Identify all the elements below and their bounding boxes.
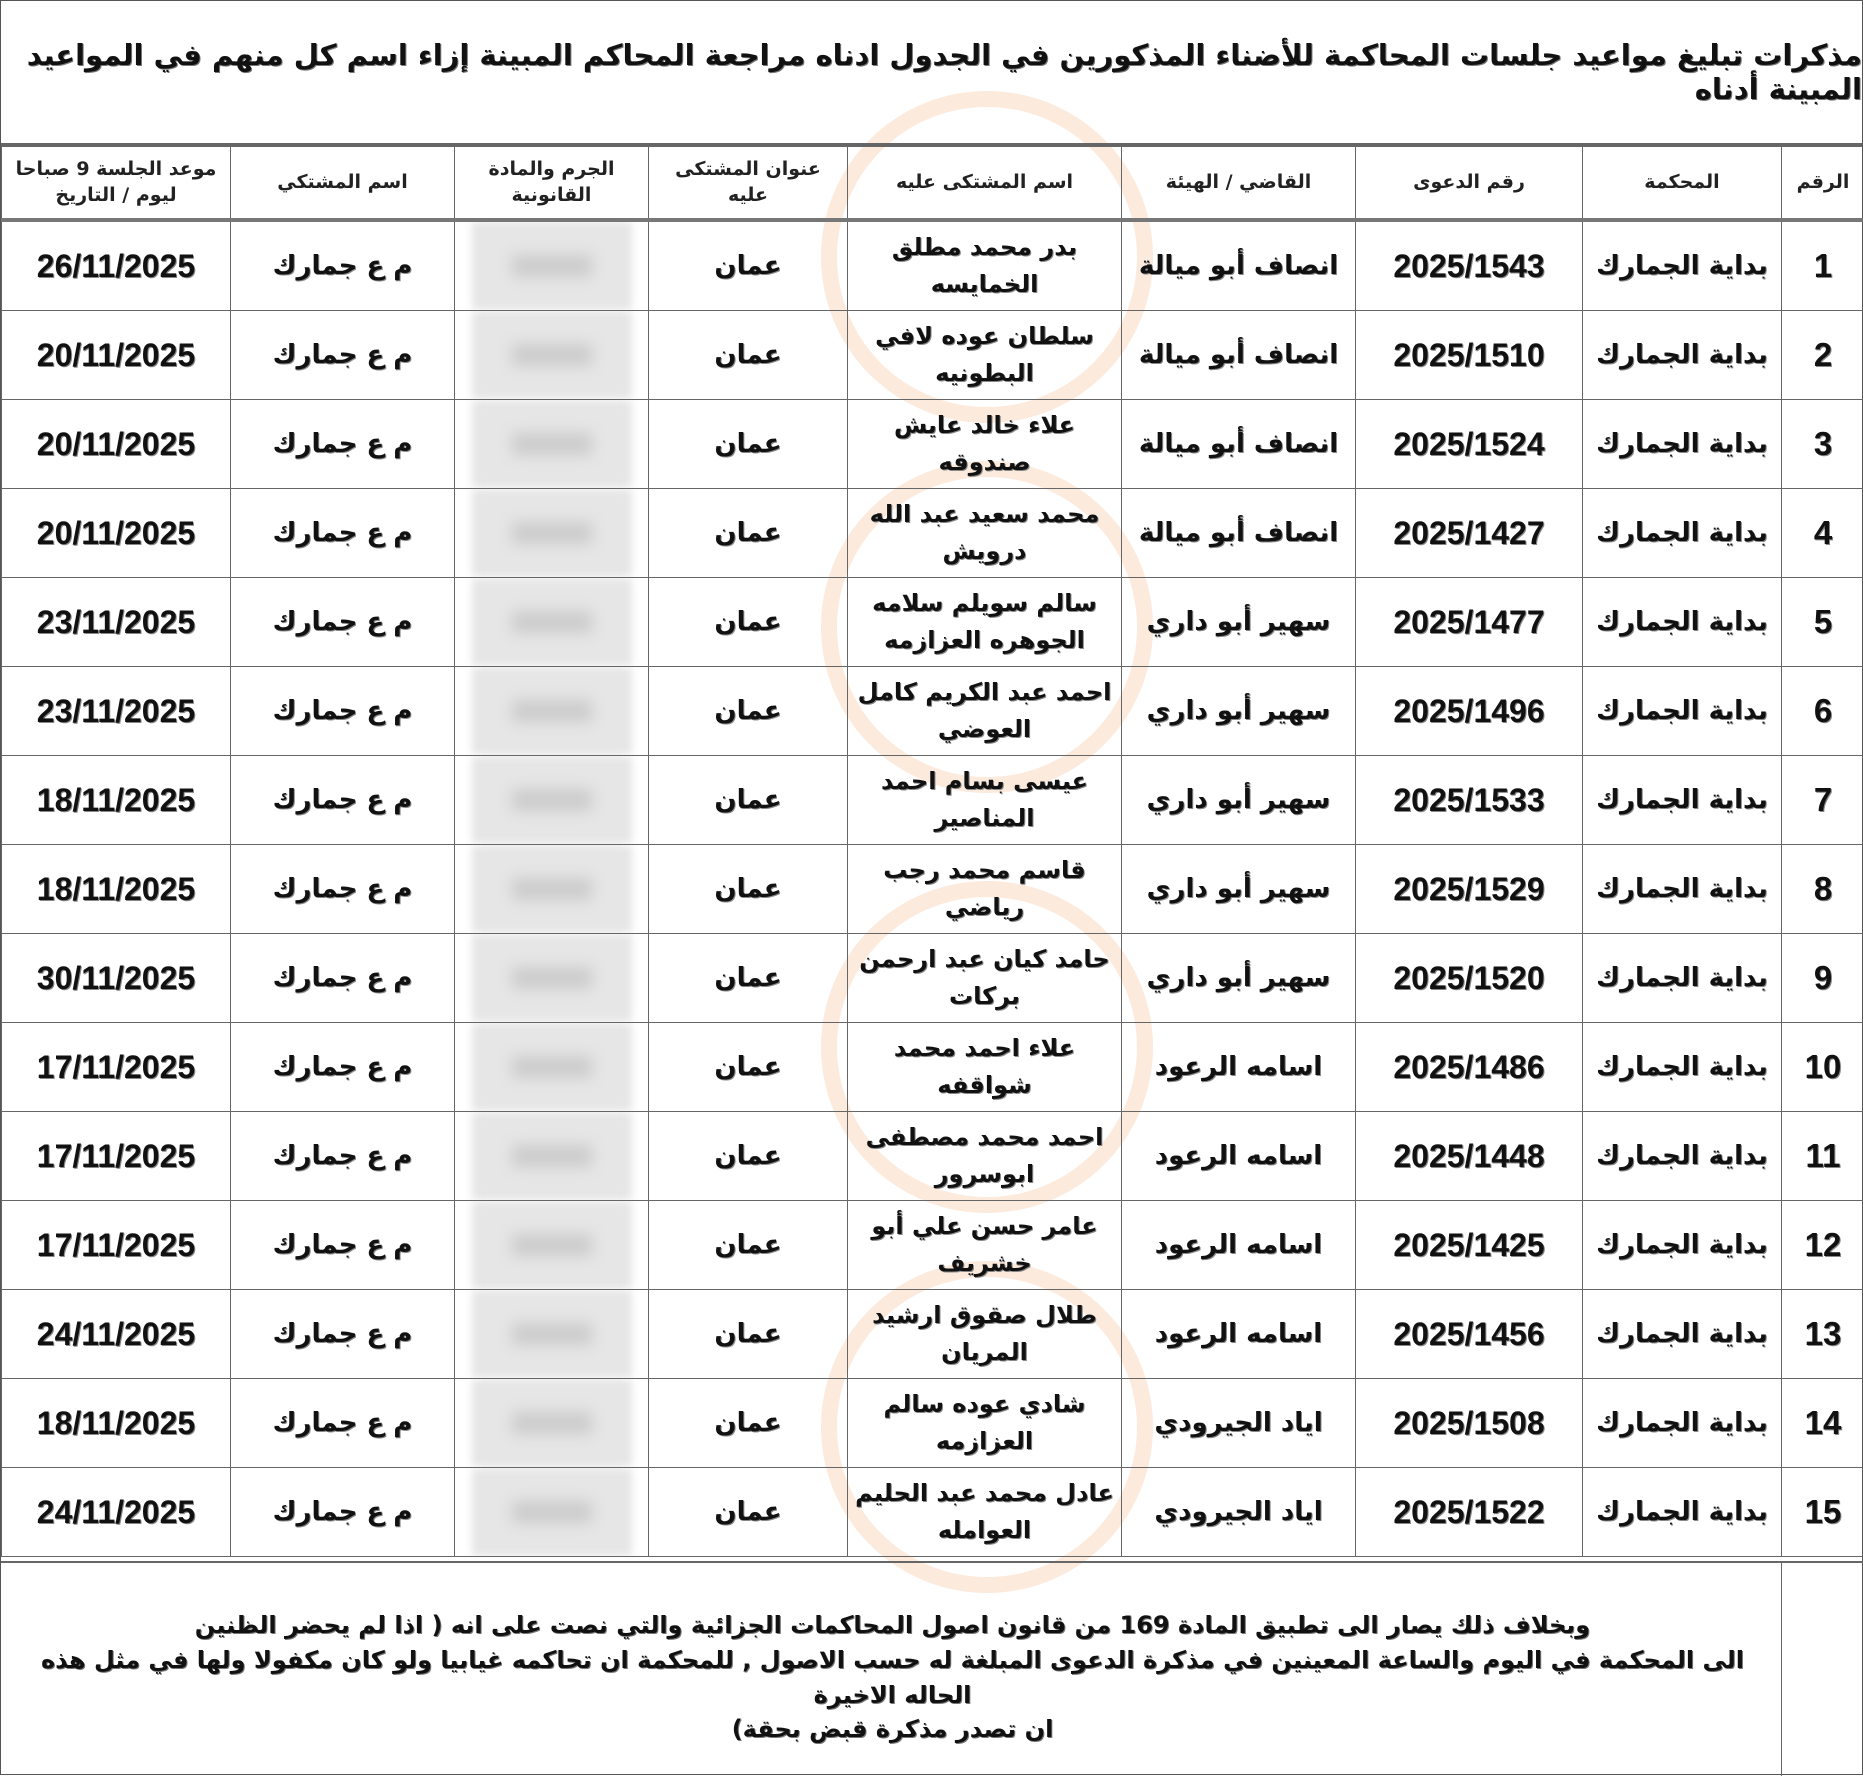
charge-redacted bbox=[455, 1112, 649, 1201]
judge: سهير أبو داري bbox=[1122, 667, 1356, 756]
redacted-blur bbox=[472, 1112, 632, 1200]
defendant-name: سالم سويلم سلامه الجوهره العزازمه bbox=[848, 578, 1122, 667]
table-row bbox=[2, 667, 1863, 756]
defendant-address: عمان bbox=[649, 756, 848, 845]
hearing-date: 17/11/2025 bbox=[2, 1201, 231, 1290]
header-judge: القاضي / الهيئة bbox=[1122, 147, 1356, 221]
case-number: 2025/1477 bbox=[1356, 578, 1583, 667]
complainant: م ع جمارك bbox=[231, 1201, 455, 1290]
redacted-blur bbox=[472, 1468, 632, 1556]
notice-line-3: ان تصدر مذكرة قبض بحقة) bbox=[11, 1712, 1774, 1747]
redacted-blur bbox=[472, 578, 632, 666]
court: بداية الجمارك bbox=[1583, 845, 1782, 934]
case-number: 2025/1496 bbox=[1356, 667, 1583, 756]
judge: انصاف أبو ميالة bbox=[1122, 220, 1356, 311]
hearing-date: 17/11/2025 bbox=[2, 1112, 231, 1201]
table-row bbox=[2, 1112, 1863, 1201]
row-number: 2 bbox=[1782, 311, 1863, 400]
notice-line-1: وبخلاف ذلك يصار الى تطبيق المادة 169 من قانون اصول المحاكمات الجزائية والتي نصت على انه ( اذا لم يحضر الظنين bbox=[11, 1608, 1774, 1643]
defendant-name: عيسى بسام احمد المناصير bbox=[848, 756, 1122, 845]
case-number: 2025/1510 bbox=[1356, 311, 1583, 400]
defendant-name: احمد عبد الكريم كامل العوضي bbox=[848, 667, 1122, 756]
defendant-address: عمان bbox=[649, 1379, 848, 1468]
judge: انصاف أبو ميالة bbox=[1122, 489, 1356, 578]
hearings-table bbox=[1, 146, 1863, 1557]
table-row bbox=[2, 220, 1863, 311]
court: بداية الجمارك bbox=[1583, 1290, 1782, 1379]
complainant: م ع جمارك bbox=[231, 934, 455, 1023]
charge-redacted bbox=[455, 934, 649, 1023]
table-row bbox=[2, 845, 1863, 934]
court: بداية الجمارك bbox=[1583, 1379, 1782, 1468]
document-title: مذكرات تبليغ مواعيد جلسات المحاكمة للأضناء المذكورين في الجدول ادناه مراجعة المحاكم المبينة إزاء اسم كل منهم في المواعيد المبينة أدناه bbox=[1, 1, 1862, 146]
hearing-date: 26/11/2025 bbox=[2, 220, 231, 311]
charge-redacted bbox=[455, 1290, 649, 1379]
row-number: 9 bbox=[1782, 934, 1863, 1023]
defendant-name: علاء خالد عايش صندوقه bbox=[848, 400, 1122, 489]
table-row bbox=[2, 1290, 1863, 1379]
table-row bbox=[2, 1023, 1863, 1112]
judge: اسامه الرعود bbox=[1122, 1112, 1356, 1201]
complainant: م ع جمارك bbox=[231, 1023, 455, 1112]
hearing-date: 23/11/2025 bbox=[2, 578, 231, 667]
hearing-date: 20/11/2025 bbox=[2, 489, 231, 578]
complainant: م ع جمارك bbox=[231, 1468, 455, 1557]
header-court: المحكمة bbox=[1583, 147, 1782, 221]
row-number: 4 bbox=[1782, 489, 1863, 578]
charge-redacted bbox=[455, 311, 649, 400]
judge: اياد الجيرودي bbox=[1122, 1379, 1356, 1468]
defendant-address: عمان bbox=[649, 489, 848, 578]
hearing-date: 24/11/2025 bbox=[2, 1290, 231, 1379]
redacted-blur bbox=[472, 1379, 632, 1467]
charge-redacted bbox=[455, 756, 649, 845]
complainant: م ع جمارك bbox=[231, 756, 455, 845]
redacted-blur bbox=[472, 1023, 632, 1111]
defendant-address: عمان bbox=[649, 667, 848, 756]
defendant-address: عمان bbox=[649, 1468, 848, 1557]
charge-redacted bbox=[455, 489, 649, 578]
redacted-blur bbox=[472, 1290, 632, 1378]
redacted-blur bbox=[472, 934, 632, 1022]
defendant-name: سلطان عوده لافي البطونيه bbox=[848, 311, 1122, 400]
judge: اياد الجيرودي bbox=[1122, 1468, 1356, 1557]
redacted-blur bbox=[472, 222, 632, 310]
complainant: م ع جمارك bbox=[231, 1290, 455, 1379]
footer-side-cell bbox=[1781, 1563, 1863, 1776]
case-number: 2025/1456 bbox=[1356, 1290, 1583, 1379]
redacted-blur bbox=[472, 845, 632, 933]
defendant-address: عمان bbox=[649, 1112, 848, 1201]
court: بداية الجمارك bbox=[1583, 1201, 1782, 1290]
row-number: 11 bbox=[1782, 1112, 1863, 1201]
defendant-address: عمان bbox=[649, 845, 848, 934]
judge: انصاف أبو ميالة bbox=[1122, 311, 1356, 400]
judge: اسامه الرعود bbox=[1122, 1290, 1356, 1379]
defendant-name: علاء احمد محمد شواقفه bbox=[848, 1023, 1122, 1112]
charge-redacted bbox=[455, 1023, 649, 1112]
redacted-blur bbox=[472, 1201, 632, 1289]
table-row bbox=[2, 1201, 1863, 1290]
row-number: 5 bbox=[1782, 578, 1863, 667]
hearing-date: 18/11/2025 bbox=[2, 756, 231, 845]
header-charge: الجرم والمادة القانونية bbox=[455, 147, 649, 221]
case-number: 2025/1529 bbox=[1356, 845, 1583, 934]
court: بداية الجمارك bbox=[1583, 220, 1782, 311]
case-number: 2025/1448 bbox=[1356, 1112, 1583, 1201]
case-number: 2025/1543 bbox=[1356, 220, 1583, 311]
legal-notice bbox=[1, 1561, 1863, 1776]
row-number: 6 bbox=[1782, 667, 1863, 756]
defendant-address: عمان bbox=[649, 934, 848, 1023]
defendant-address: عمان bbox=[649, 1290, 848, 1379]
redacted-blur bbox=[472, 311, 632, 399]
header-number: الرقم bbox=[1782, 147, 1863, 221]
court: بداية الجمارك bbox=[1583, 667, 1782, 756]
table-row bbox=[2, 1468, 1863, 1557]
defendant-name: محمد سعيد عبد الله درويش bbox=[848, 489, 1122, 578]
charge-redacted bbox=[455, 1379, 649, 1468]
hearing-date: 20/11/2025 bbox=[2, 311, 231, 400]
case-number: 2025/1522 bbox=[1356, 1468, 1583, 1557]
defendant-name: قاسم محمد رجب رياضي bbox=[848, 845, 1122, 934]
judge: انصاف أبو ميالة bbox=[1122, 400, 1356, 489]
header-date: موعد الجلسة 9 صباحا ليوم / التاريخ bbox=[2, 147, 231, 221]
notice-line-2: الى المحكمة في اليوم والساعة المعينين في مذكرة الدعوى المبلغة له حسب الاصول , للمحكمة ان تحاكمه غيابيا ولو كان مكفولا ولها في مثل هذه الحاله الاخيرة bbox=[11, 1643, 1774, 1713]
case-number: 2025/1520 bbox=[1356, 934, 1583, 1023]
table-header-row bbox=[2, 147, 1863, 221]
redacted-blur bbox=[472, 667, 632, 755]
complainant: م ع جمارك bbox=[231, 400, 455, 489]
header-defendant: اسم المشتكى عليه bbox=[848, 147, 1122, 221]
court: بداية الجمارك bbox=[1583, 1468, 1782, 1557]
redacted-blur bbox=[472, 756, 632, 844]
charge-redacted bbox=[455, 578, 649, 667]
hearing-date: 30/11/2025 bbox=[2, 934, 231, 1023]
table-row bbox=[2, 400, 1863, 489]
complainant: م ع جمارك bbox=[231, 489, 455, 578]
row-number: 13 bbox=[1782, 1290, 1863, 1379]
judge: سهير أبو داري bbox=[1122, 578, 1356, 667]
complainant: م ع جمارك bbox=[231, 578, 455, 667]
judge: سهير أبو داري bbox=[1122, 756, 1356, 845]
defendant-name: عادل محمد عبد الحليم العوامله bbox=[848, 1468, 1122, 1557]
case-number: 2025/1533 bbox=[1356, 756, 1583, 845]
case-number: 2025/1486 bbox=[1356, 1023, 1583, 1112]
court: بداية الجمارك bbox=[1583, 934, 1782, 1023]
redacted-blur bbox=[472, 400, 632, 488]
row-number: 14 bbox=[1782, 1379, 1863, 1468]
court: بداية الجمارك bbox=[1583, 1023, 1782, 1112]
table-row bbox=[2, 311, 1863, 400]
complainant: م ع جمارك bbox=[231, 845, 455, 934]
complainant: م ع جمارك bbox=[231, 667, 455, 756]
judge: سهير أبو داري bbox=[1122, 845, 1356, 934]
defendant-name: عامر حسن علي أبو خشريف bbox=[848, 1201, 1122, 1290]
row-number: 3 bbox=[1782, 400, 1863, 489]
hearing-date: 18/11/2025 bbox=[2, 845, 231, 934]
defendant-name: طلال صقوق ارشيد المريان bbox=[848, 1290, 1122, 1379]
judge: سهير أبو داري bbox=[1122, 934, 1356, 1023]
defendant-address: عمان bbox=[649, 578, 848, 667]
defendant-address: عمان bbox=[649, 1201, 848, 1290]
defendant-name: بدر محمد مطلق الخمايسه bbox=[848, 220, 1122, 311]
charge-redacted bbox=[455, 1468, 649, 1557]
defendant-address: عمان bbox=[649, 220, 848, 311]
table-row bbox=[2, 578, 1863, 667]
hearing-date: 17/11/2025 bbox=[2, 1023, 231, 1112]
complainant: م ع جمارك bbox=[231, 311, 455, 400]
charge-redacted bbox=[455, 1201, 649, 1290]
charge-redacted bbox=[455, 220, 649, 311]
defendant-name: شادي عوده سالم العزازمه bbox=[848, 1379, 1122, 1468]
hearing-date: 24/11/2025 bbox=[2, 1468, 231, 1557]
charge-redacted bbox=[455, 400, 649, 489]
case-number: 2025/1524 bbox=[1356, 400, 1583, 489]
court: بداية الجمارك bbox=[1583, 311, 1782, 400]
defendant-address: عمان bbox=[649, 311, 848, 400]
court: بداية الجمارك bbox=[1583, 578, 1782, 667]
judge: اسامه الرعود bbox=[1122, 1201, 1356, 1290]
row-number: 8 bbox=[1782, 845, 1863, 934]
complainant: م ع جمارك bbox=[231, 1112, 455, 1201]
case-number: 2025/1425 bbox=[1356, 1201, 1583, 1290]
complainant: م ع جمارك bbox=[231, 1379, 455, 1468]
charge-redacted bbox=[455, 845, 649, 934]
charge-redacted bbox=[455, 667, 649, 756]
redacted-blur bbox=[472, 489, 632, 577]
defendant-name: حامد كيان عبد ارحمن بركات bbox=[848, 934, 1122, 1023]
court: بداية الجمارك bbox=[1583, 489, 1782, 578]
table-row bbox=[2, 489, 1863, 578]
header-complainant: اسم المشتكي bbox=[231, 147, 455, 221]
case-number: 2025/1427 bbox=[1356, 489, 1583, 578]
defendant-address: عمان bbox=[649, 1023, 848, 1112]
defendant-name: احمد محمد مصطفى ابوسرور bbox=[848, 1112, 1122, 1201]
row-number: 10 bbox=[1782, 1023, 1863, 1112]
table-row bbox=[2, 1379, 1863, 1468]
row-number: 7 bbox=[1782, 756, 1863, 845]
table-row bbox=[2, 934, 1863, 1023]
header-case-number: رقم الدعوى bbox=[1356, 147, 1583, 221]
hearing-date: 23/11/2025 bbox=[2, 667, 231, 756]
court: بداية الجمارك bbox=[1583, 756, 1782, 845]
complainant: م ع جمارك bbox=[231, 220, 455, 311]
case-number: 2025/1508 bbox=[1356, 1379, 1583, 1468]
table-row bbox=[2, 756, 1863, 845]
hearing-date: 20/11/2025 bbox=[2, 400, 231, 489]
row-number: 15 bbox=[1782, 1468, 1863, 1557]
header-address: عنوان المشتكى عليه bbox=[649, 147, 848, 221]
defendant-address: عمان bbox=[649, 400, 848, 489]
court: بداية الجمارك bbox=[1583, 400, 1782, 489]
row-number: 1 bbox=[1782, 220, 1863, 311]
row-number: 12 bbox=[1782, 1201, 1863, 1290]
judge: اسامه الرعود bbox=[1122, 1023, 1356, 1112]
hearing-date: 18/11/2025 bbox=[2, 1379, 231, 1468]
court: بداية الجمارك bbox=[1583, 1112, 1782, 1201]
